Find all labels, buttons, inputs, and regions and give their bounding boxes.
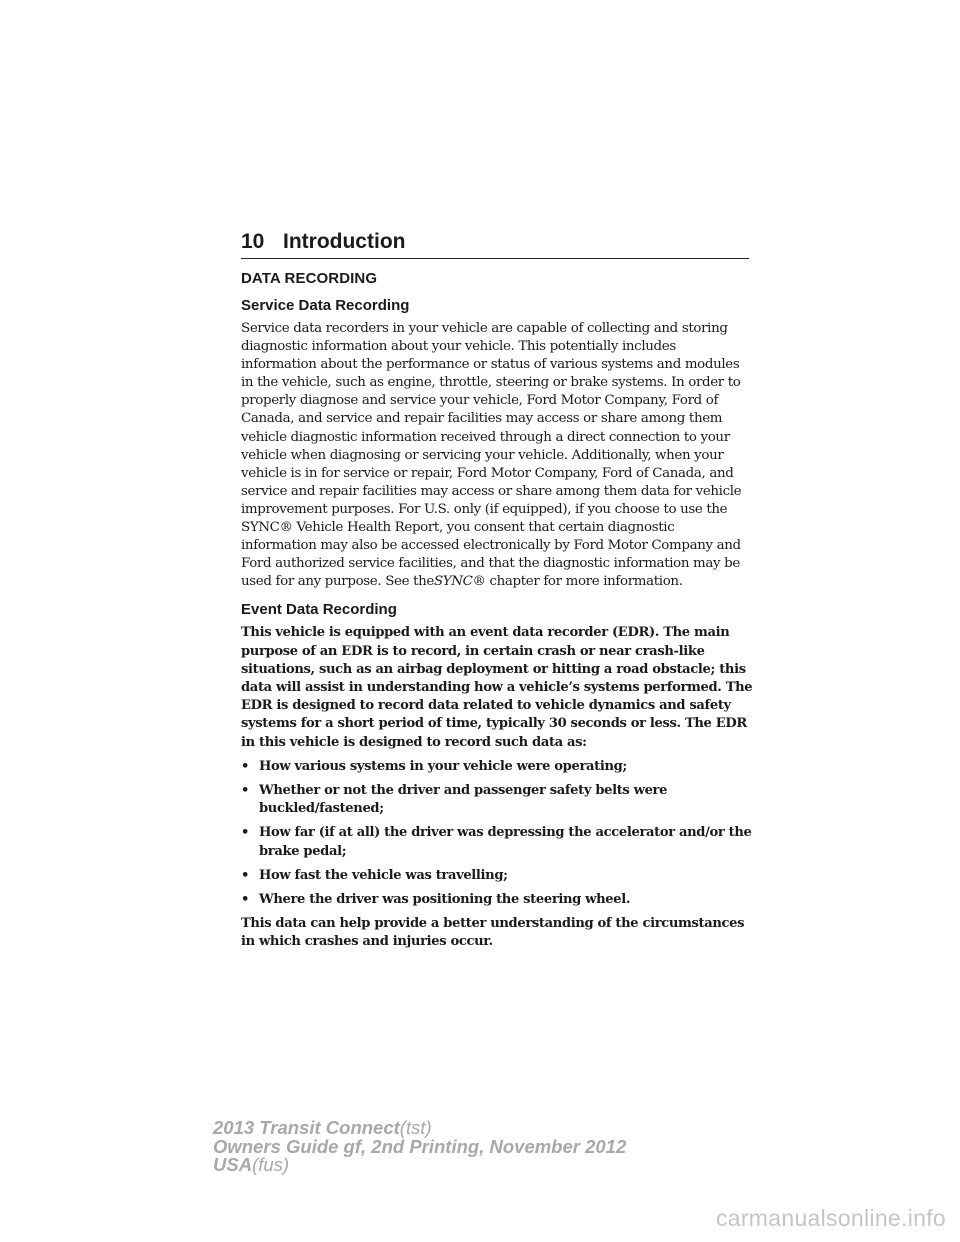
page-number: 10 bbox=[241, 230, 265, 253]
list-item bbox=[241, 824, 753, 860]
list-item-text: Whether or not the driver and passenger safety belts were buckled/fastened; bbox=[259, 783, 668, 817]
footer-line-model bbox=[213, 1119, 626, 1138]
list-item bbox=[241, 758, 753, 776]
list-item-text: How far (if at all) the driver was depressing the accelerator and/or the brake pedal; bbox=[259, 825, 752, 859]
bullet-icon: • bbox=[241, 783, 250, 799]
event-data-intro: This vehicle is equipped with an event data recorder (EDR). The main purpose of an EDR is to record, in certain crash or near crash-like situations, such as an airbag deployment or hitting a road obstacle; this data will assist in understanding how a vehicle’s systems performed. The EDR is designed to record data related to vehicle dynamics and safety systems for a short period of time, typically 30 seconds or less. The EDR in this vehicle is designed to record such data as: bbox=[241, 625, 753, 750]
page-header bbox=[241, 228, 749, 259]
bullet-icon: • bbox=[241, 867, 250, 883]
footer-model: 2013 Transit Connect bbox=[213, 1117, 400, 1138]
footer-market: USA bbox=[213, 1154, 253, 1175]
list-item bbox=[241, 891, 753, 909]
site-watermark: carmanualsonline.info bbox=[715, 1205, 946, 1231]
edr-data-list bbox=[241, 758, 753, 909]
event-data-closing: This data can help provide a better understanding of the circumstances in which crashes and injuries occur. bbox=[241, 916, 745, 950]
service-paragraph-text: Service data recorders in your vehicle are capable of collecting and storing diagnostic information about your vehicle. This potentially includes information about the performance or status of various systems and modules in the vehicle, such as engine, throttle, steering or brake systems. In order to properly diagnose and service your vehicle, Ford Motor Company, Ford of Canada, and service and repair facilities may access or share among them vehicle diagnostic information received through a direct connection to your vehicle when diagnosing or servicing your vehicle. Additionally, when your vehicle is in for service or repair, Ford Motor Company, Ford of Canada, and service and repair facilities may access or share among them data for vehicle improvement purposes. For U.S. only (if equipped), if you choose to use the SYNC® Vehicle Health Report, you consent that certain diagnostic information may also be accessed electronically by Ford Motor Company and Ford authorized service facilities, and that the diagnostic information may be used for any purpose. See the bbox=[241, 321, 742, 590]
list-item-text: How fast the vehicle was travelling; bbox=[259, 867, 508, 883]
footer-model-code: (tst) bbox=[399, 1117, 432, 1138]
list-item bbox=[241, 782, 753, 818]
sync-chapter-reference: SYNC® bbox=[433, 574, 486, 590]
page-content bbox=[241, 266, 753, 958]
service-data-paragraph bbox=[241, 320, 753, 591]
list-item-text: How various systems in your vehicle were operating; bbox=[259, 758, 627, 774]
bullet-icon: • bbox=[241, 758, 250, 774]
footer-printing: Owners Guide gf, 2nd Printing, November 2012 bbox=[213, 1135, 627, 1157]
bullet-icon: • bbox=[241, 892, 250, 908]
event-data-heading: Event Data Recording bbox=[241, 601, 397, 619]
footer-line-market bbox=[213, 1156, 626, 1175]
service-paragraph-end: chapter for more information. bbox=[485, 574, 683, 590]
document-footer bbox=[213, 1119, 626, 1175]
service-data-heading: Service Data Recording bbox=[241, 297, 410, 314]
section-heading: DATA RECORDING bbox=[241, 270, 378, 287]
chapter-title: Introduction bbox=[283, 230, 406, 253]
list-item bbox=[241, 867, 753, 885]
bullet-icon: • bbox=[241, 825, 250, 841]
list-item-text: Where the driver was positioning the steering wheel. bbox=[259, 892, 631, 908]
footer-market-code: (fus) bbox=[252, 1154, 290, 1175]
